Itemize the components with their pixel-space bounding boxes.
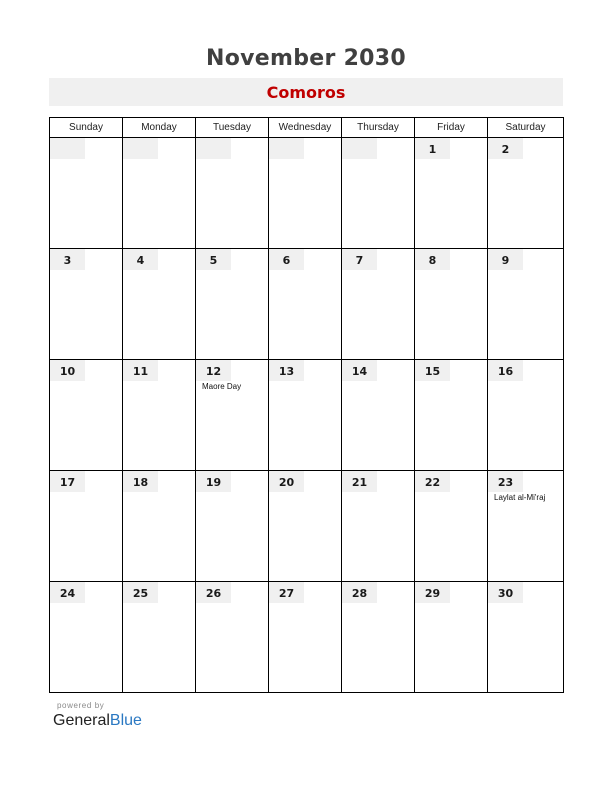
country-banner [49, 78, 563, 106]
day-cell [269, 471, 342, 582]
powered-by-label: powered by [57, 701, 105, 710]
day-cell [415, 582, 488, 693]
weekday-header: Sunday [50, 118, 123, 138]
day-cell [50, 249, 123, 360]
country-name: Comoros [266, 83, 346, 102]
day-cell [123, 582, 196, 693]
week-row [50, 138, 564, 249]
day-number: 10 [50, 360, 85, 381]
brand-general: General [53, 712, 110, 729]
day-number: 3 [50, 249, 85, 270]
day-number: 5 [196, 249, 231, 270]
day-cell [123, 360, 196, 471]
day-number: 19 [196, 471, 231, 492]
day-number: 16 [488, 360, 523, 381]
day-number [342, 138, 377, 159]
weekday-header-row [50, 118, 564, 138]
day-number: 2 [488, 138, 523, 159]
day-cell [196, 582, 269, 693]
day-number: 22 [415, 471, 450, 492]
day-number [196, 138, 231, 159]
day-number: 28 [342, 582, 377, 603]
day-number: 6 [269, 249, 304, 270]
day-number: 26 [196, 582, 231, 603]
day-number: 27 [269, 582, 304, 603]
day-number: 18 [123, 471, 158, 492]
day-number: 20 [269, 471, 304, 492]
day-number: 23 [488, 471, 523, 492]
day-cell [342, 582, 415, 693]
day-cell [342, 471, 415, 582]
day-number: 30 [488, 582, 523, 603]
day-number: 17 [50, 471, 85, 492]
day-number: 4 [123, 249, 158, 270]
day-cell [342, 360, 415, 471]
day-number: 24 [50, 582, 85, 603]
weekday-header: Tuesday [196, 118, 269, 138]
day-cell [415, 471, 488, 582]
day-number: 21 [342, 471, 377, 492]
day-cell [488, 360, 564, 471]
calendar-grid [49, 117, 564, 693]
day-number [269, 138, 304, 159]
day-number: 14 [342, 360, 377, 381]
day-cell [342, 249, 415, 360]
day-cell [415, 138, 488, 249]
day-cell [196, 471, 269, 582]
day-cell [123, 471, 196, 582]
brand-blue: Blue [109, 712, 142, 729]
day-number: 25 [123, 582, 158, 603]
week-row [50, 582, 564, 693]
day-cell [415, 249, 488, 360]
day-cell [196, 138, 269, 249]
week-row [50, 360, 564, 471]
day-cell [488, 582, 564, 693]
day-number [123, 138, 158, 159]
weekday-header: Wednesday [269, 118, 342, 138]
weekday-header: Friday [415, 118, 488, 138]
weekday-header: Monday [123, 118, 196, 138]
day-cell [123, 138, 196, 249]
day-cell [269, 360, 342, 471]
week-row [50, 249, 564, 360]
day-number: 15 [415, 360, 450, 381]
day-cell [488, 138, 564, 249]
day-cell [50, 360, 123, 471]
day-cell [196, 249, 269, 360]
day-cell [488, 471, 564, 582]
day-cell [488, 249, 564, 360]
day-number: 11 [123, 360, 158, 381]
day-cell [50, 471, 123, 582]
generalblue-logo [53, 712, 142, 730]
day-number: 8 [415, 249, 450, 270]
day-cell [269, 582, 342, 693]
day-cell [123, 249, 196, 360]
day-number: 1 [415, 138, 450, 159]
day-cell [50, 138, 123, 249]
weekday-header: Saturday [488, 118, 564, 138]
week-row [50, 471, 564, 582]
day-cell [269, 249, 342, 360]
day-number: 9 [488, 249, 523, 270]
day-number: 7 [342, 249, 377, 270]
day-number: 29 [415, 582, 450, 603]
day-cell [342, 138, 415, 249]
holiday-label: Maore Day [202, 382, 242, 391]
day-cell [415, 360, 488, 471]
calendar-title: November 2030 [205, 46, 407, 71]
holiday-label: Laylat al-Mi'raj [494, 493, 546, 502]
day-cell [50, 582, 123, 693]
day-cell [269, 138, 342, 249]
weekday-header: Thursday [342, 118, 415, 138]
day-cell [196, 360, 269, 471]
day-number: 12 [196, 360, 231, 381]
day-number [50, 138, 85, 159]
day-number: 13 [269, 360, 304, 381]
